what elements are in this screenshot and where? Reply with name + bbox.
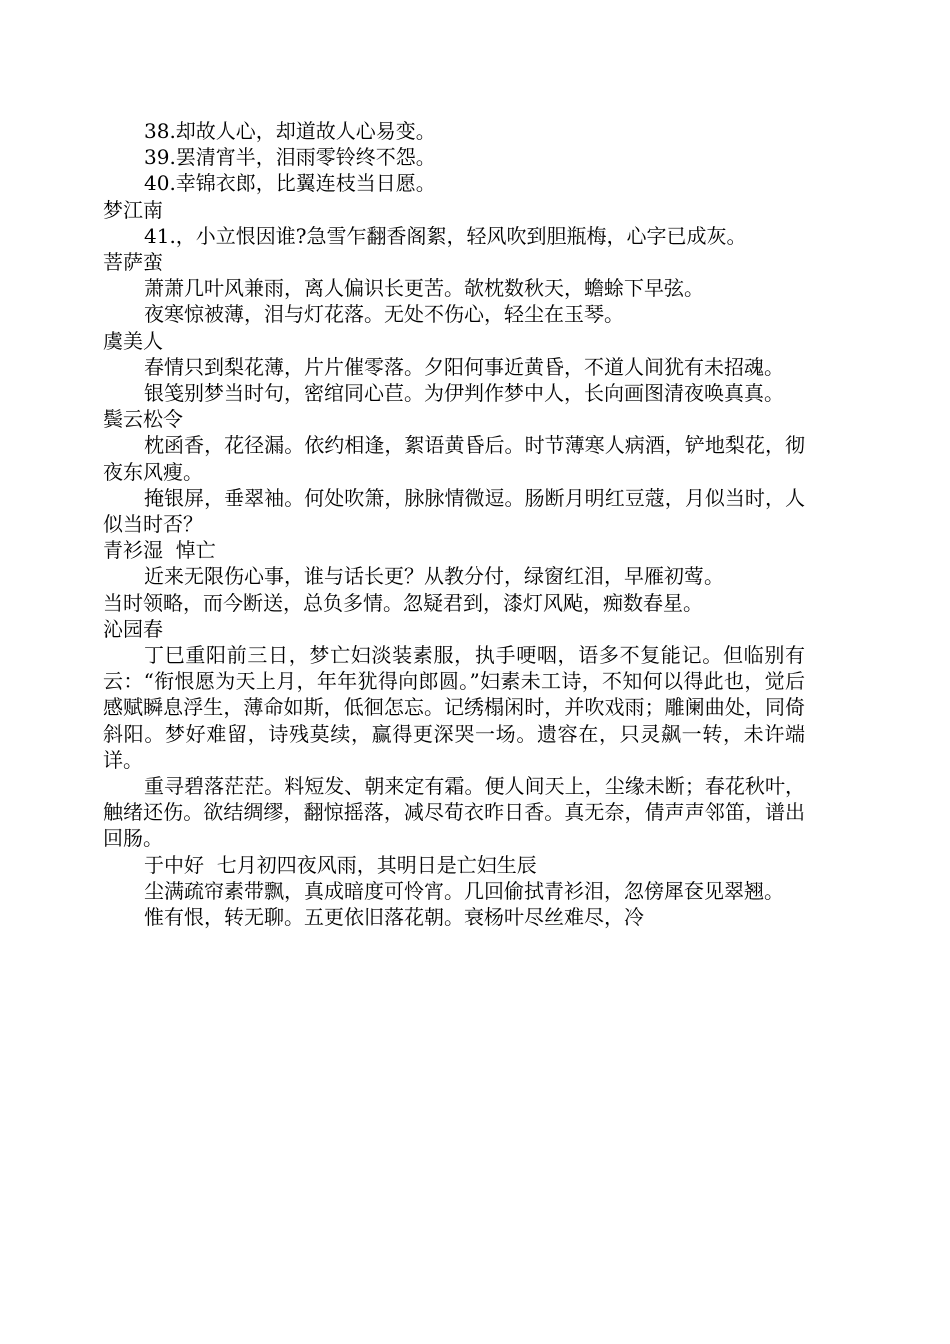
section-paragraph: 重寻碧落茫茫。料短发、朝来定有霜。便人间天上，尘缘未断；春花秋叶，触绪还伤。欲结绸缪，翻惊摇落，减尽荀衣昨日香。真无奈，倩声声邻笛，谱出回肠。 <box>103 774 805 851</box>
poem-line-38: 38.却故人心，却道故人心易变。 <box>144 119 436 143</box>
document-page <box>103 118 805 930</box>
section-title-yuzhonghao: 于中好 七月初四夜风雨，其明日是亡妇生辰 <box>144 852 537 877</box>
section-paragraph: 萧萧几叶风兼雨，离人偏识长更苦。欹枕数秋天，蟾蜍下早弦。 <box>144 276 704 301</box>
section-paragraph: 春情只到梨花薄，片片催零落。夕阳何事近黄昏，不道人间犹有未招魂。 <box>144 354 784 379</box>
section-paragraph: 尘满疏帘素带飘，真成暗度可怜宵。几回偷拭青衫泪，忽傍犀奁见翠翘。 <box>144 878 784 903</box>
section-title-binyunsongling: 鬓云松令 <box>103 407 183 432</box>
section-paragraph: 银笺别梦当时句，密绾同心苣。为伊判作梦中人，长向画图清夜唤真真。 <box>144 381 784 406</box>
section-paragraph: 夜寒惊被薄，泪与灯花落。无处不伤心，轻尘在玉琴。 <box>144 302 624 327</box>
section-title-mengjiangnan: 梦江南 <box>103 197 163 222</box>
section-paragraph: 枕函香，花径漏。依约相逢，絮语黄昏后。时节薄寒人病酒，铲地梨花，彻夜东风瘦。 <box>103 433 805 484</box>
section-paragraph: 当时领略，而今断送，总负多情。忽疑君到，漆灯风飐，痴数春星。 <box>103 590 703 615</box>
section-paragraph: 掩银屏，垂翠袖。何处吹箫，脉脉情微逗。肠断月明红豆蔻，月似当时，人似当时否？ <box>103 485 805 537</box>
section-paragraph: 惟有恨，转无聊。五更依旧落花朝。衰杨叶尽丝难尽，冷 <box>144 905 644 930</box>
poem-line-40: 40.幸锦衣郎，比翼连枝当日愿。 <box>144 171 436 196</box>
section-title-pusaman: 菩萨蛮 <box>103 250 163 275</box>
section-paragraph: 41.，小立恨因谁?急雪乍翻香阁絮，轻风吹到胆瓶梅，心字已成灰。 <box>144 223 747 248</box>
section-paragraph: 丁巳重阳前三日，梦亡妇淡装素服，执手哽咽，语多不复能记。但临别有云：“衔恨愿为天上月，年年犹得向郎圆。”妇素未工诗，不知何以得此也，觉后感赋瞬息浮生，薄命如斯，低徊怎忘。记绣榻闲时，并吹戏雨；雕阑曲处，同倚斜阳。梦好难留，诗残莫续，赢得更深哭一场。遗容在，只灵飙一转，未许端详。 <box>103 643 805 772</box>
poem-line-39: 39.罢清宵半，泪雨零铃终不怨。 <box>144 145 436 170</box>
section-paragraph: 近来无限伤心事，谁与话长更？从教分付，绿窗红泪，早雁初莺。 <box>144 564 724 589</box>
section-title-yumeiren: 虞美人 <box>103 328 163 353</box>
section-title-qingshanshi: 青衫湿 悼亡 <box>103 538 216 563</box>
section-title-qinyuanchun: 沁园春 <box>103 616 163 641</box>
